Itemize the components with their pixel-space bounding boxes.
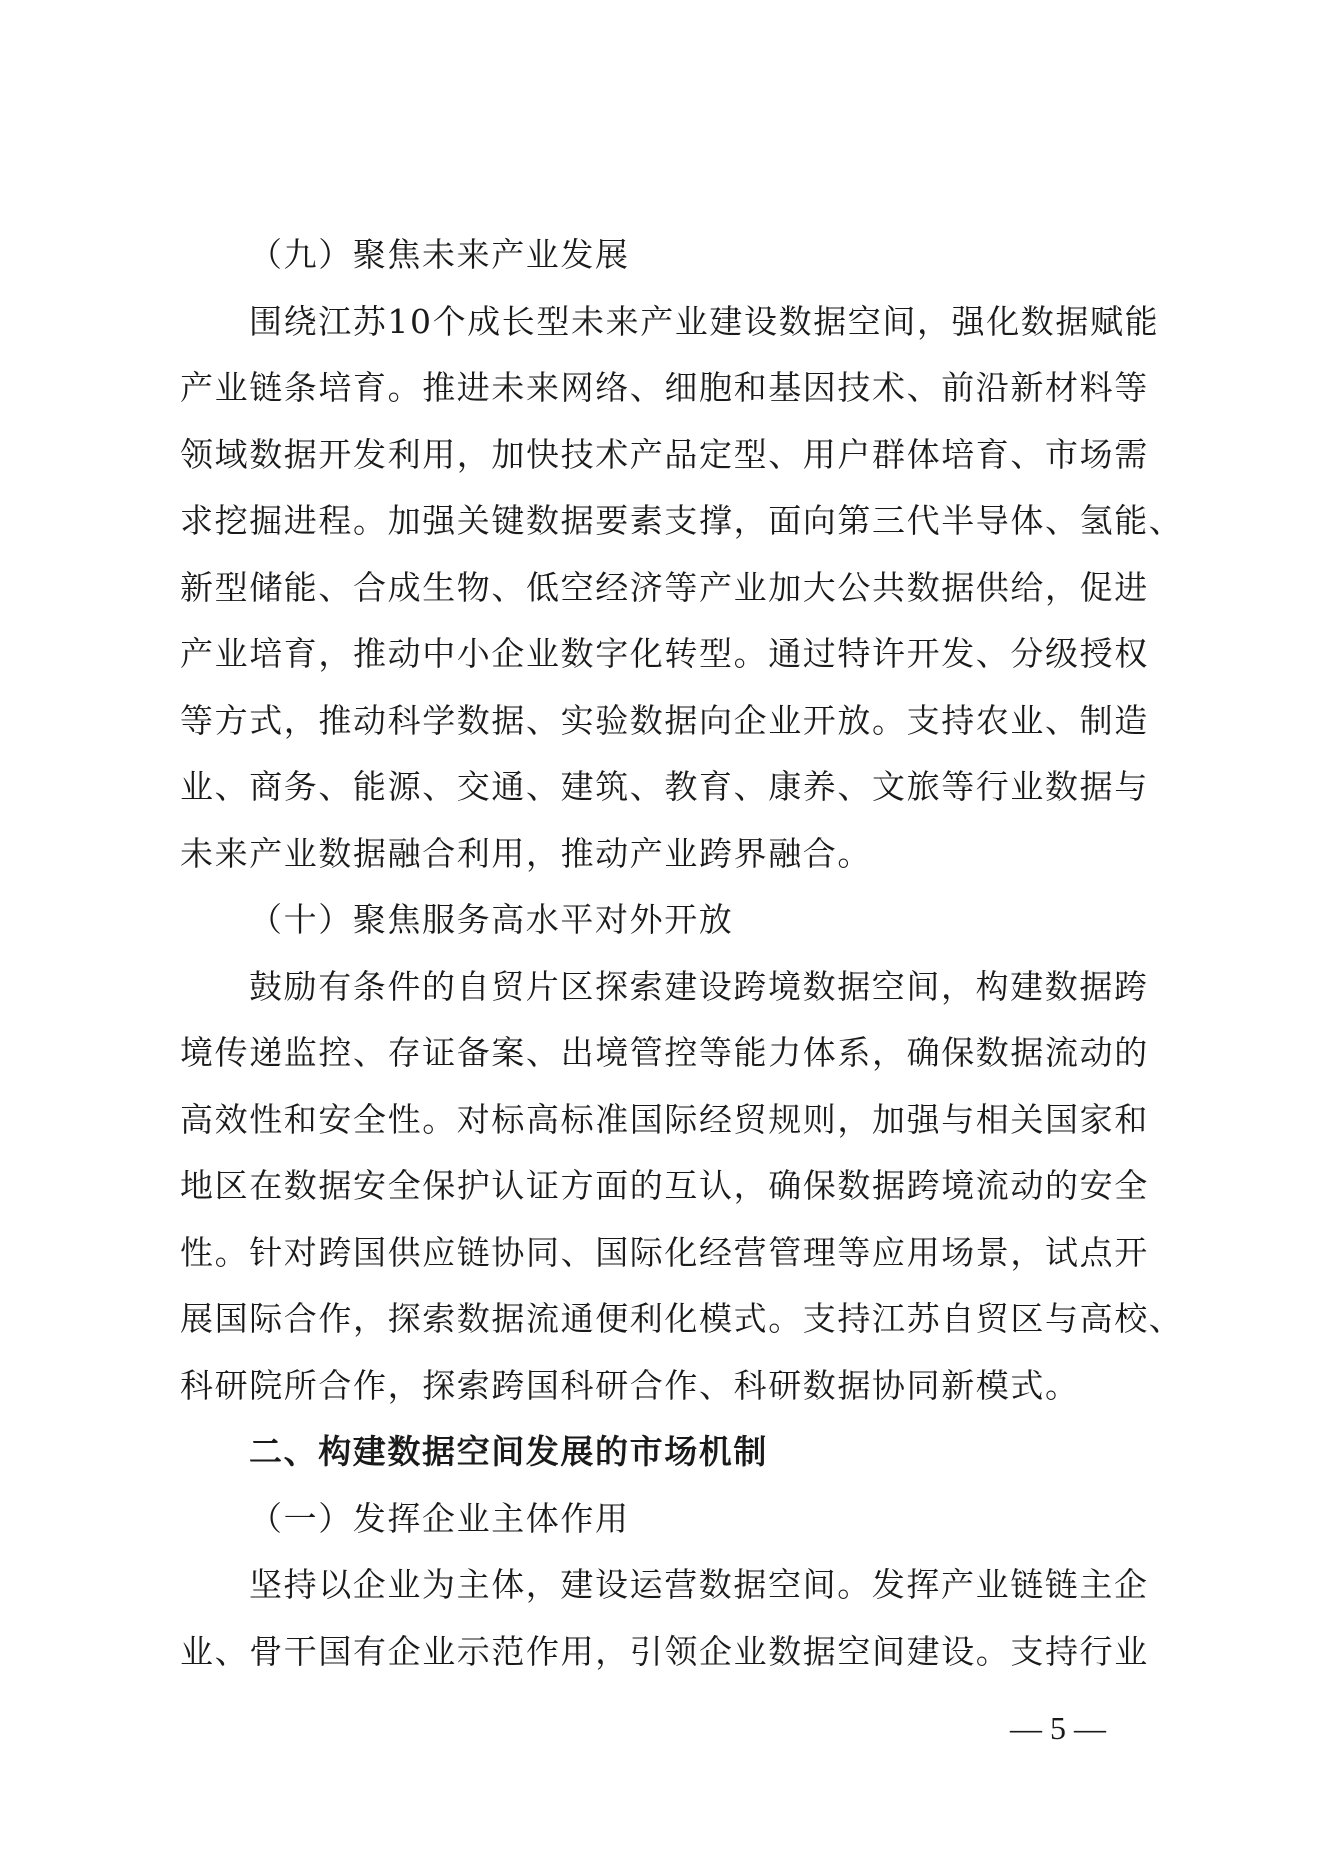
paragraph-line: 科研院所合作，探索跨国科研合作、科研数据协同新模式。 [180, 1365, 1080, 1405]
paragraph-line: 领域数据开发利用，加快技术产品定型、用户群体培育、市场需 [180, 434, 1149, 474]
section-9-paragraph [180, 289, 1184, 888]
paragraph-line: 高效性和安全性。对标高标准国际经贸规则，加强与相关国家和 [180, 1099, 1149, 1139]
paragraph-line: 产业培育，推动中小企业数字化转型。通过特许开发、分级授权 [180, 634, 1149, 673]
paragraph-line: 业、商务、能源、交通、建筑、教育、康养、文旅等行业数据与 [180, 767, 1149, 806]
paragraph-line: 未来产业数据融合利用，推动产业跨界融合。 [180, 833, 872, 873]
paragraph-line: 业、骨干国有企业示范作用，引领企业数据空间建设。支持行业 [180, 1631, 1149, 1671]
paragraph-line: 新型储能、合成生物、低空经济等产业加大公共数据供给，促进 [180, 567, 1149, 607]
part-heading-2: 二、构建数据空间发展的市场机制 [249, 1432, 768, 1471]
paragraph-line: 地区在数据安全保护认证方面的互认，确保数据跨境流动的安全 [180, 1166, 1149, 1205]
section-heading-2-1: （一）发挥企业主体作用 [249, 1498, 630, 1538]
section-heading-10: （十）聚焦服务高水平对外开放 [249, 900, 734, 939]
paragraph-line: 展国际合作，探索数据流通便利化模式。支持江苏自贸区与高校、 [180, 1299, 1184, 1338]
paragraph-line: 坚持以企业为主体，建设运营数据空间。发挥产业链链主企 [249, 1565, 1149, 1604]
section-10-paragraph [180, 954, 1184, 1420]
paragraph-line: 境传递监控、存证备案、出境管控等能力体系，确保数据流动的 [180, 1033, 1149, 1072]
section-2-1-paragraph [180, 1552, 1162, 1685]
document-body [180, 222, 1184, 1685]
paragraph-line: 围绕江苏10个成长型未来产业建设数据空间，强化数据赋能 [249, 301, 1160, 341]
paragraph-line: 鼓励有条件的自贸片区探索建设跨境数据空间，构建数据跨 [249, 966, 1149, 1006]
paragraph-line: 产业链条培育。推进未来网络、细胞和基因技术、前沿新材料等 [180, 368, 1149, 407]
paragraph-line: 等方式，推动科学数据、实验数据向企业开放。支持农业、制造 [180, 700, 1149, 740]
section-heading-9: （九）聚焦未来产业发展 [249, 235, 630, 274]
paragraph-line: 求挖掘进程。加强关键数据要素支撑，面向第三代半导体、氢能、 [180, 501, 1184, 540]
paragraph-line: 性。针对跨国供应链协同、国际化经营管理等应用场景，试点开 [180, 1232, 1149, 1272]
page-number: — 5 — [1010, 1710, 1106, 1746]
